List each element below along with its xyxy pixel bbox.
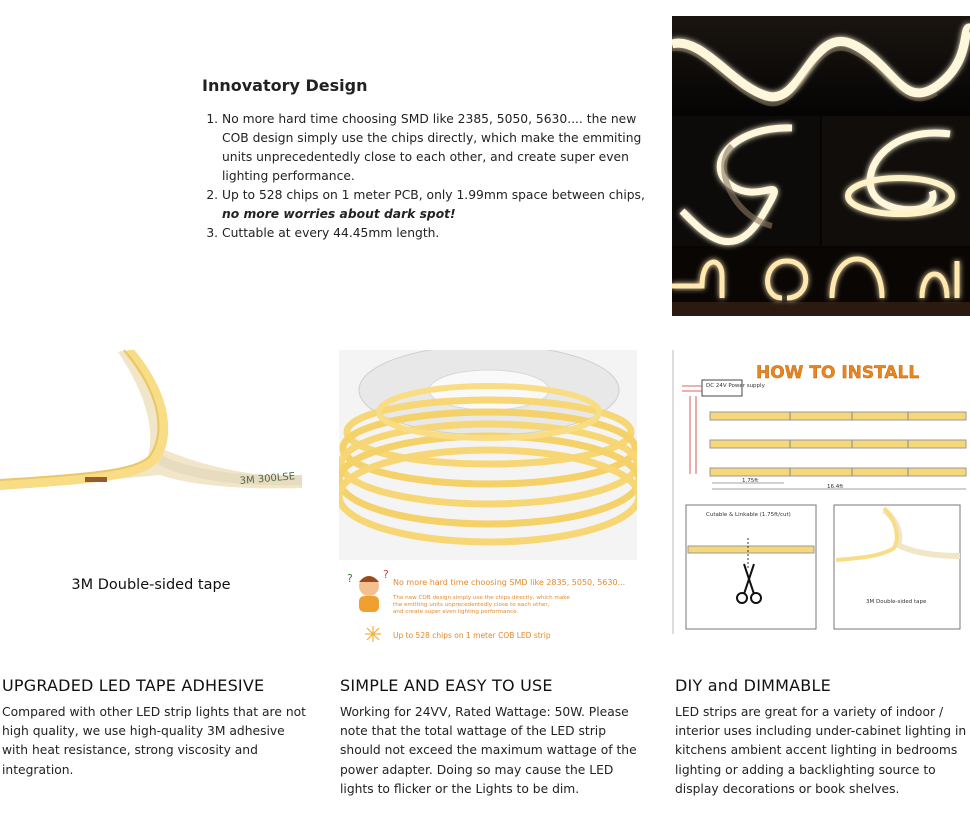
list-item: 3. Cuttable at every 44.45mm length. <box>222 224 652 243</box>
reel-text-line2: The new COB design simply use the chips directly, which make <box>393 595 570 601</box>
column-body-easy-use: Working for 24VV, Rated Wattage: 50W. Please note that the total wattage of the LED strip should not exceed the maximum wattage of the power adapter. Doing so may cause the LED lights to flicker or the Lights to be dim. <box>340 705 637 796</box>
install-title: HOW TO INSTALL <box>756 363 920 383</box>
cut-title: Cutable & Linkable (1.75ft/cut) <box>706 512 791 518</box>
svg-text:?: ? <box>347 572 353 585</box>
list-item: 1. No more hard time choosing SMD like 2385, 5050, 5630.... the new COB design simply use the chips directly, which make the emmiting units unprecedentedly close to each other, and create super even lighting performance. <box>222 110 652 186</box>
list-item-emphasis: no more worries about dark spot! <box>222 207 456 221</box>
column-body-adhesive: Compared with other LED strip lights that are not high quality, we use high-quality 3M adhesive with heat resistance, strong viscosity and integration. <box>2 705 306 777</box>
list-item-text: Up to 528 chips on 1 meter PCB, only 1.99mm space between chips, <box>222 188 645 202</box>
reel-text-line3: the emitting units unprecedentedly close to each other, <box>393 602 550 608</box>
reel-text-line5: Up to 528 chips on 1 meter COB LED strip <box>393 631 551 640</box>
solder-pad <box>85 477 107 482</box>
column-body-diy: LED strips are great for a variety of indoor / interior uses including under-cabinet lighting in kitchens ambient accent lighting in bedrooms lighting or adding a backlighting source to display decorations or book shelves. <box>675 705 967 796</box>
design-feature-list <box>203 110 652 243</box>
design-title: Innovatory Design <box>202 76 368 95</box>
tape-closeup-image <box>0 350 302 610</box>
install-guide-image <box>672 350 970 634</box>
reel-text-line1: No more hard time choosing SMD like 2835, 5050, 5630... <box>393 578 626 587</box>
segment-label: 1.75ft <box>742 478 759 484</box>
list-item <box>222 186 652 224</box>
tape-caption: 3M Double-sided tape <box>71 577 231 593</box>
strip-rows <box>710 412 966 476</box>
wiring-diagram <box>682 386 702 474</box>
sparkle-icon <box>365 626 381 642</box>
tape-diagram-caption: 3M Double-sided tape <box>866 599 927 605</box>
power-label: DC 24V Power supply <box>706 383 765 389</box>
cut-diagram-box <box>686 505 816 629</box>
total-length-label: 16.4ft <box>827 484 844 490</box>
tape-print: 3M 300LSE <box>239 471 296 487</box>
column-title-diy: DIY and DIMMABLE <box>675 676 831 695</box>
svg-text:?: ? <box>383 568 389 581</box>
column-title-easy-use: SIMPLE AND EASY TO USE <box>340 676 553 695</box>
column-title-adhesive: UPGRADED LED TAPE ADHESIVE <box>2 676 265 695</box>
reel-text-line4: and create super even lighting performance. <box>393 609 519 615</box>
led-photo-collage <box>672 16 970 316</box>
led-reel-image <box>339 350 637 650</box>
